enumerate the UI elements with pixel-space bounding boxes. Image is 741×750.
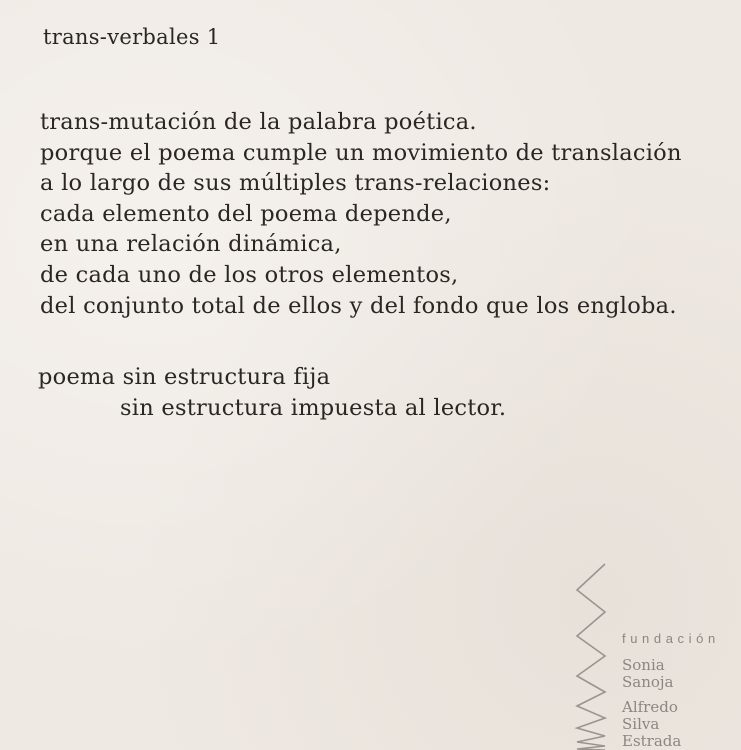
foundation-logo [574,562,741,750]
poem-line: en una relación dinámica, [40,231,342,258]
poem-line: porque el poema cumple un movimiento de translación [40,139,682,166]
stanza-one [40,107,682,321]
poem-line: poema sin estructura fija [38,364,331,390]
logo-name-line: Alfredo [622,698,678,716]
poem-line: del conjunto total de ellos y del fondo que los engloba. [40,292,677,319]
logo-text [622,630,720,750]
poem-line-indented: sin estructura impuesta al lector. [120,394,507,421]
stanza-two [38,362,506,423]
zigzag-mark-icon [574,562,608,750]
logo-name-line: Estrada [622,732,682,750]
logo-name-line: Sanoja [622,673,674,691]
poem-line: cada elemento del poema depende, [40,200,452,227]
poem-title: trans-verbales 1 [43,25,221,49]
poem-line: de cada uno de los otros elementos, [40,261,459,288]
logo-fundacion: fundación [622,631,720,646]
poem-line: a lo largo de sus múltiples trans-relaciones: [40,170,551,197]
logo-name-line: Sonia [622,656,665,674]
poem-line: trans-mutación de la palabra poética. [40,109,477,135]
logo-name-line: Silva [622,715,660,733]
